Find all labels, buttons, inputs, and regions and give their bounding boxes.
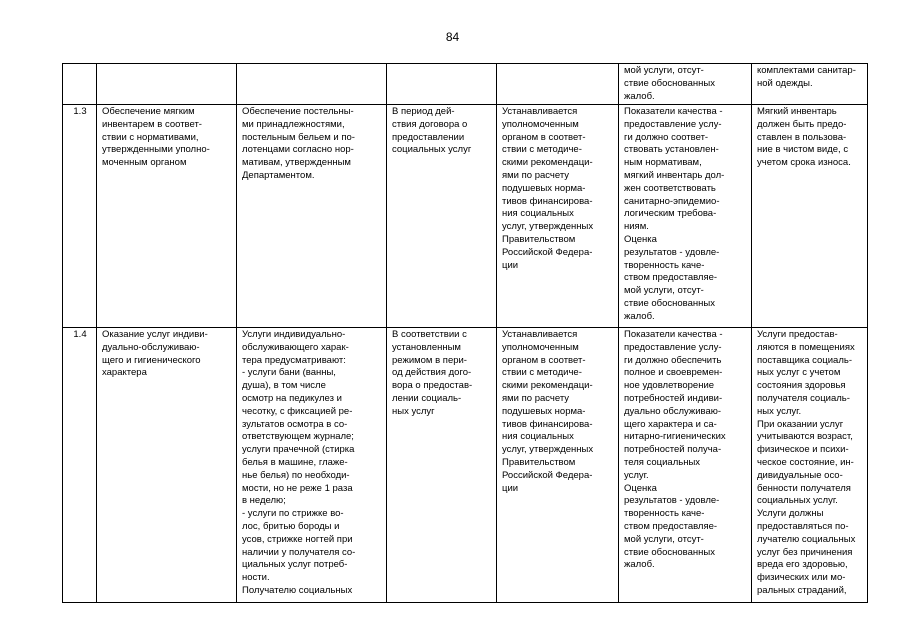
table-row-1-4 [63,328,868,603]
cell-text-line: Российской Федера- [502,469,593,481]
cell-service-content [237,64,387,105]
cell-text-line: лотенцами согласно нор- [242,144,354,156]
cell-text-line: поставщика социаль- [757,354,852,366]
cell-text-line: предоставляться по- [757,520,849,532]
cell-text-line: ное удовлетворение [624,380,715,392]
cell-number [63,328,97,603]
cell-text-line: постельным бельем и по- [242,131,355,143]
cell-text-line: скими рекомендаци- [502,157,593,169]
cell-text-line: тера предусматривают: [242,354,346,366]
cell-text-line: ставлен в пользова- [757,131,847,143]
cell-text-line: ческое состояние, ин- [757,456,854,468]
cell-text-line: В период дей- [392,106,455,117]
cell-text-line: характера [102,367,147,379]
cell-text-line: услуг, утвержденных [502,221,594,233]
cell-text-line: подушевых норма- [502,405,586,417]
cell-text-line: нитарно-гигиенических [624,431,726,443]
cell-text-line: уполномоченным [502,341,579,353]
cell-text-line: Правительством [502,456,576,468]
cell-text-line: мативам, утвержденным [242,157,351,169]
cell-text-line: ния социальных [502,208,574,220]
cell-text-line: органом в соответ- [502,131,586,143]
cell-text-line: циальных услуг потреб- [242,559,348,571]
page-number: 84 [445,30,460,44]
cell-per-capita-norm [497,328,619,603]
cell-quality-indicators [619,64,752,105]
cell-text-line: утвержденными уполно- [102,144,210,156]
cell-text-line: белья в машине, глаже- [242,456,348,468]
cell-text-line: усов, стрижке ногтей при [242,533,353,545]
cell-text-line: вреда его здоровью, [757,559,848,571]
cell-text-line: ральных страданий, [757,584,847,596]
cell-text-line: ствии с нормативами, [102,131,199,143]
cell-text-line: ответствующем журнале; [242,431,354,443]
cell-text-line: лучателю социальных [757,533,856,545]
cell-text-line: мягкий инвентарь дол- [624,169,725,181]
cell-text-line: Получателю социальных [242,584,353,596]
cell-text-line: Устанавливается [502,106,578,117]
cell-number [63,64,97,105]
cell-text-line: учетом срока износа. [757,157,851,169]
cell-per-capita-norm [497,64,619,105]
cell-text-line: социальных услуг. [757,495,838,507]
cell-text-line: учитываются возраст, [757,431,853,443]
cell-text-line: жалоб. [624,559,655,571]
cell-service-period [387,328,497,603]
cell-text-line: ниям. [624,221,649,233]
cell-service-period [387,64,497,105]
cell-text-line: уполномоченным [502,118,579,130]
cell-text-line: ями по расчету [502,392,570,404]
cell-text-line: Мягкий инвентарь [757,106,837,117]
cell-text-line: ных услуг с учетом [757,367,841,379]
cell-text-line: Департаментом. [242,169,315,181]
cell-text-line: моченным органом [102,157,187,169]
cell-text-line: ным нормативам, [624,157,702,169]
cell-text-line: обслуживающего харак- [242,341,349,353]
cell-text-line: ями по расчету [502,169,570,181]
cell-text-line: услуги прачечной (стирка [242,444,355,456]
cell-text-line: Оценка [624,233,657,245]
cell-text-line: санитарно-эпидемио- [624,195,720,207]
cell-text-line: скими рекомендаци- [502,380,593,392]
cell-text-line: ствие обоснованных [624,546,715,558]
cell-text-line: Оказание услуг индиви- [102,329,208,340]
cell-text-line: логическим требова- [624,208,717,220]
cell-text-line: осмотр на педикулез и [242,392,342,404]
cell-text-line: В соответствии с [392,329,467,340]
cell-text-line: вора о предостав- [392,380,473,392]
cell-service-content [237,328,387,603]
cell-text-line: результатов - удовле- [624,246,720,258]
cell-text-line: должен быть предо- [757,118,847,130]
cell-text-line: Показатели качества - [624,329,723,340]
cell-service-conditions [752,105,868,328]
cell-text-line: ных услуг [392,405,435,417]
cell-text-line: потребностей индиви- [624,392,723,404]
table-row-1-3 [63,105,868,328]
cell-text-line: щего и гигиенического [102,354,201,366]
cell-text-line: Услуги предостав- [757,329,838,340]
cell-quality-indicators [619,105,752,328]
cell-text-line: потребностей получа- [624,444,722,456]
cell-text-line: нье белья) по необходи- [242,469,350,481]
cell-text-line: инвентарем в соответ- [102,118,202,130]
cell-text-line: ствие обоснованных [624,77,715,89]
cell-per-capita-norm [497,105,619,328]
cell-text-line: душа), в том числе [242,380,326,392]
cell-service-content [237,105,387,328]
cell-text-line: лос, бритью бороды и [242,520,340,532]
cell-text-line: Правительством [502,233,576,245]
cell-text-line: результатов - удовле- [624,495,720,507]
cell-text-line: творенность каче- [624,259,705,271]
cell-text-line: ции [502,482,519,494]
cell-text-line: ных услуг. [757,405,802,417]
cell-text-line: ги должно соответ- [624,131,709,143]
cell-quality-indicators [619,328,752,603]
cell-text-line: 1.4 [73,329,87,340]
cell-text-line: Услуги индивидуально- [242,329,346,340]
cell-text-line: получателя социаль- [757,392,850,404]
cell-service-name [97,328,237,603]
cell-text-line: - услуги по стрижке во- [242,508,344,520]
cell-text-line: Оценка [624,482,657,494]
cell-text-line: ствовать установлен- [624,144,719,156]
cell-text-line: ния социальных [502,431,574,443]
cell-text-line: ляются в помещениях [757,341,855,353]
cell-text-line: - услуги бани (ванны, [242,367,336,379]
cell-text-line: услуг. [624,469,649,481]
services-table [62,63,868,603]
cell-text-line: Обеспечение постельны- [242,106,354,117]
cell-number [63,105,97,328]
cell-text-line: предоставлении [392,131,465,143]
cell-text-line: жалоб. [624,310,655,322]
cell-text-line: ствие обоснованных [624,297,715,309]
cell-text-line: чесотку, с фиксацией ре- [242,405,353,417]
cell-text-line: мой услуги, отсут- [624,65,704,76]
cell-text-line: наличии у получателя со- [242,546,356,558]
cell-text-line: ной одежды. [757,77,813,89]
cell-text-line: Обеспечение мягким [102,106,195,117]
cell-service-name [97,105,237,328]
cell-text-line: комплектами санитар- [757,65,856,76]
cell-text-line: дуально-обслуживаю- [102,341,200,353]
cell-text-line: услуг без причинения [757,546,853,558]
cell-text-line: физическое и психи- [757,444,849,456]
cell-text-line: 1.3 [73,106,87,117]
cell-text-line: ствии с методиче- [502,367,582,379]
cell-text-line: ции [502,259,519,271]
cell-service-conditions [752,328,868,603]
cell-text-line: щего характера и са- [624,418,717,430]
cell-text-line: зультатов осмотра в со- [242,418,348,430]
cell-text-line: бенности получателя [757,482,851,494]
cell-text-line: мой услуги, отсут- [624,285,704,297]
cell-text-line: ги должно обеспечить [624,354,722,366]
cell-text-line: При оказании услуг [757,418,844,430]
cell-text-line: ством предоставляе- [624,520,718,532]
cell-text-line: дуально обслуживаю- [624,405,722,417]
cell-text-line: подушевых норма- [502,182,586,194]
cell-text-line: установленным [392,341,461,353]
table-row-cont [63,64,868,105]
cell-text-line: Устанавливается [502,329,578,340]
cell-text-line: органом в соответ- [502,354,586,366]
cell-text-line: Услуги должны [757,508,824,520]
cell-text-line: од действия дого- [392,367,472,379]
cell-text-line: тивов финансирова- [502,195,593,207]
cell-text-line: лении социаль- [392,392,462,404]
cell-text-line: жалоб. [624,90,655,102]
cell-text-line: ствии с методиче- [502,144,582,156]
cell-service-period [387,105,497,328]
cell-text-line: физических или мо- [757,572,846,584]
cell-text-line: дивидуальные осо- [757,469,843,481]
cell-service-name [97,64,237,105]
cell-text-line: услуг, утвержденных [502,444,594,456]
cell-service-conditions [752,64,868,105]
cell-text-line: в неделю; [242,495,286,507]
cell-text-line: жен соответствовать [624,182,716,194]
cell-text-line: Российской Федера- [502,246,593,258]
cell-text-line: тивов финансирова- [502,418,593,430]
cell-text-line: полное и своевремен- [624,367,723,379]
cell-text-line: теля социальных [624,456,701,468]
cell-text-line: мой услуги, отсут- [624,533,704,545]
cell-text-line: ности. [242,572,270,584]
cell-text-line: социальных услуг [392,144,472,156]
cell-text-line: творенность каче- [624,508,705,520]
cell-text-line: ми принадлежностями, [242,118,345,130]
cell-text-line: состояния здоровья [757,380,846,392]
cell-text-line: ствия договора о [392,118,468,130]
cell-text-line: режимом в пери- [392,354,467,366]
cell-text-line: предоставление услу- [624,341,722,353]
cell-text-line: мости, но не реже 1 раза [242,482,353,494]
cell-text-line: Показатели качества - [624,106,723,117]
cell-text-line: ством предоставляе- [624,272,718,284]
cell-text-line: предоставление услу- [624,118,722,130]
cell-text-line: ние в чистом виде, с [757,144,849,156]
